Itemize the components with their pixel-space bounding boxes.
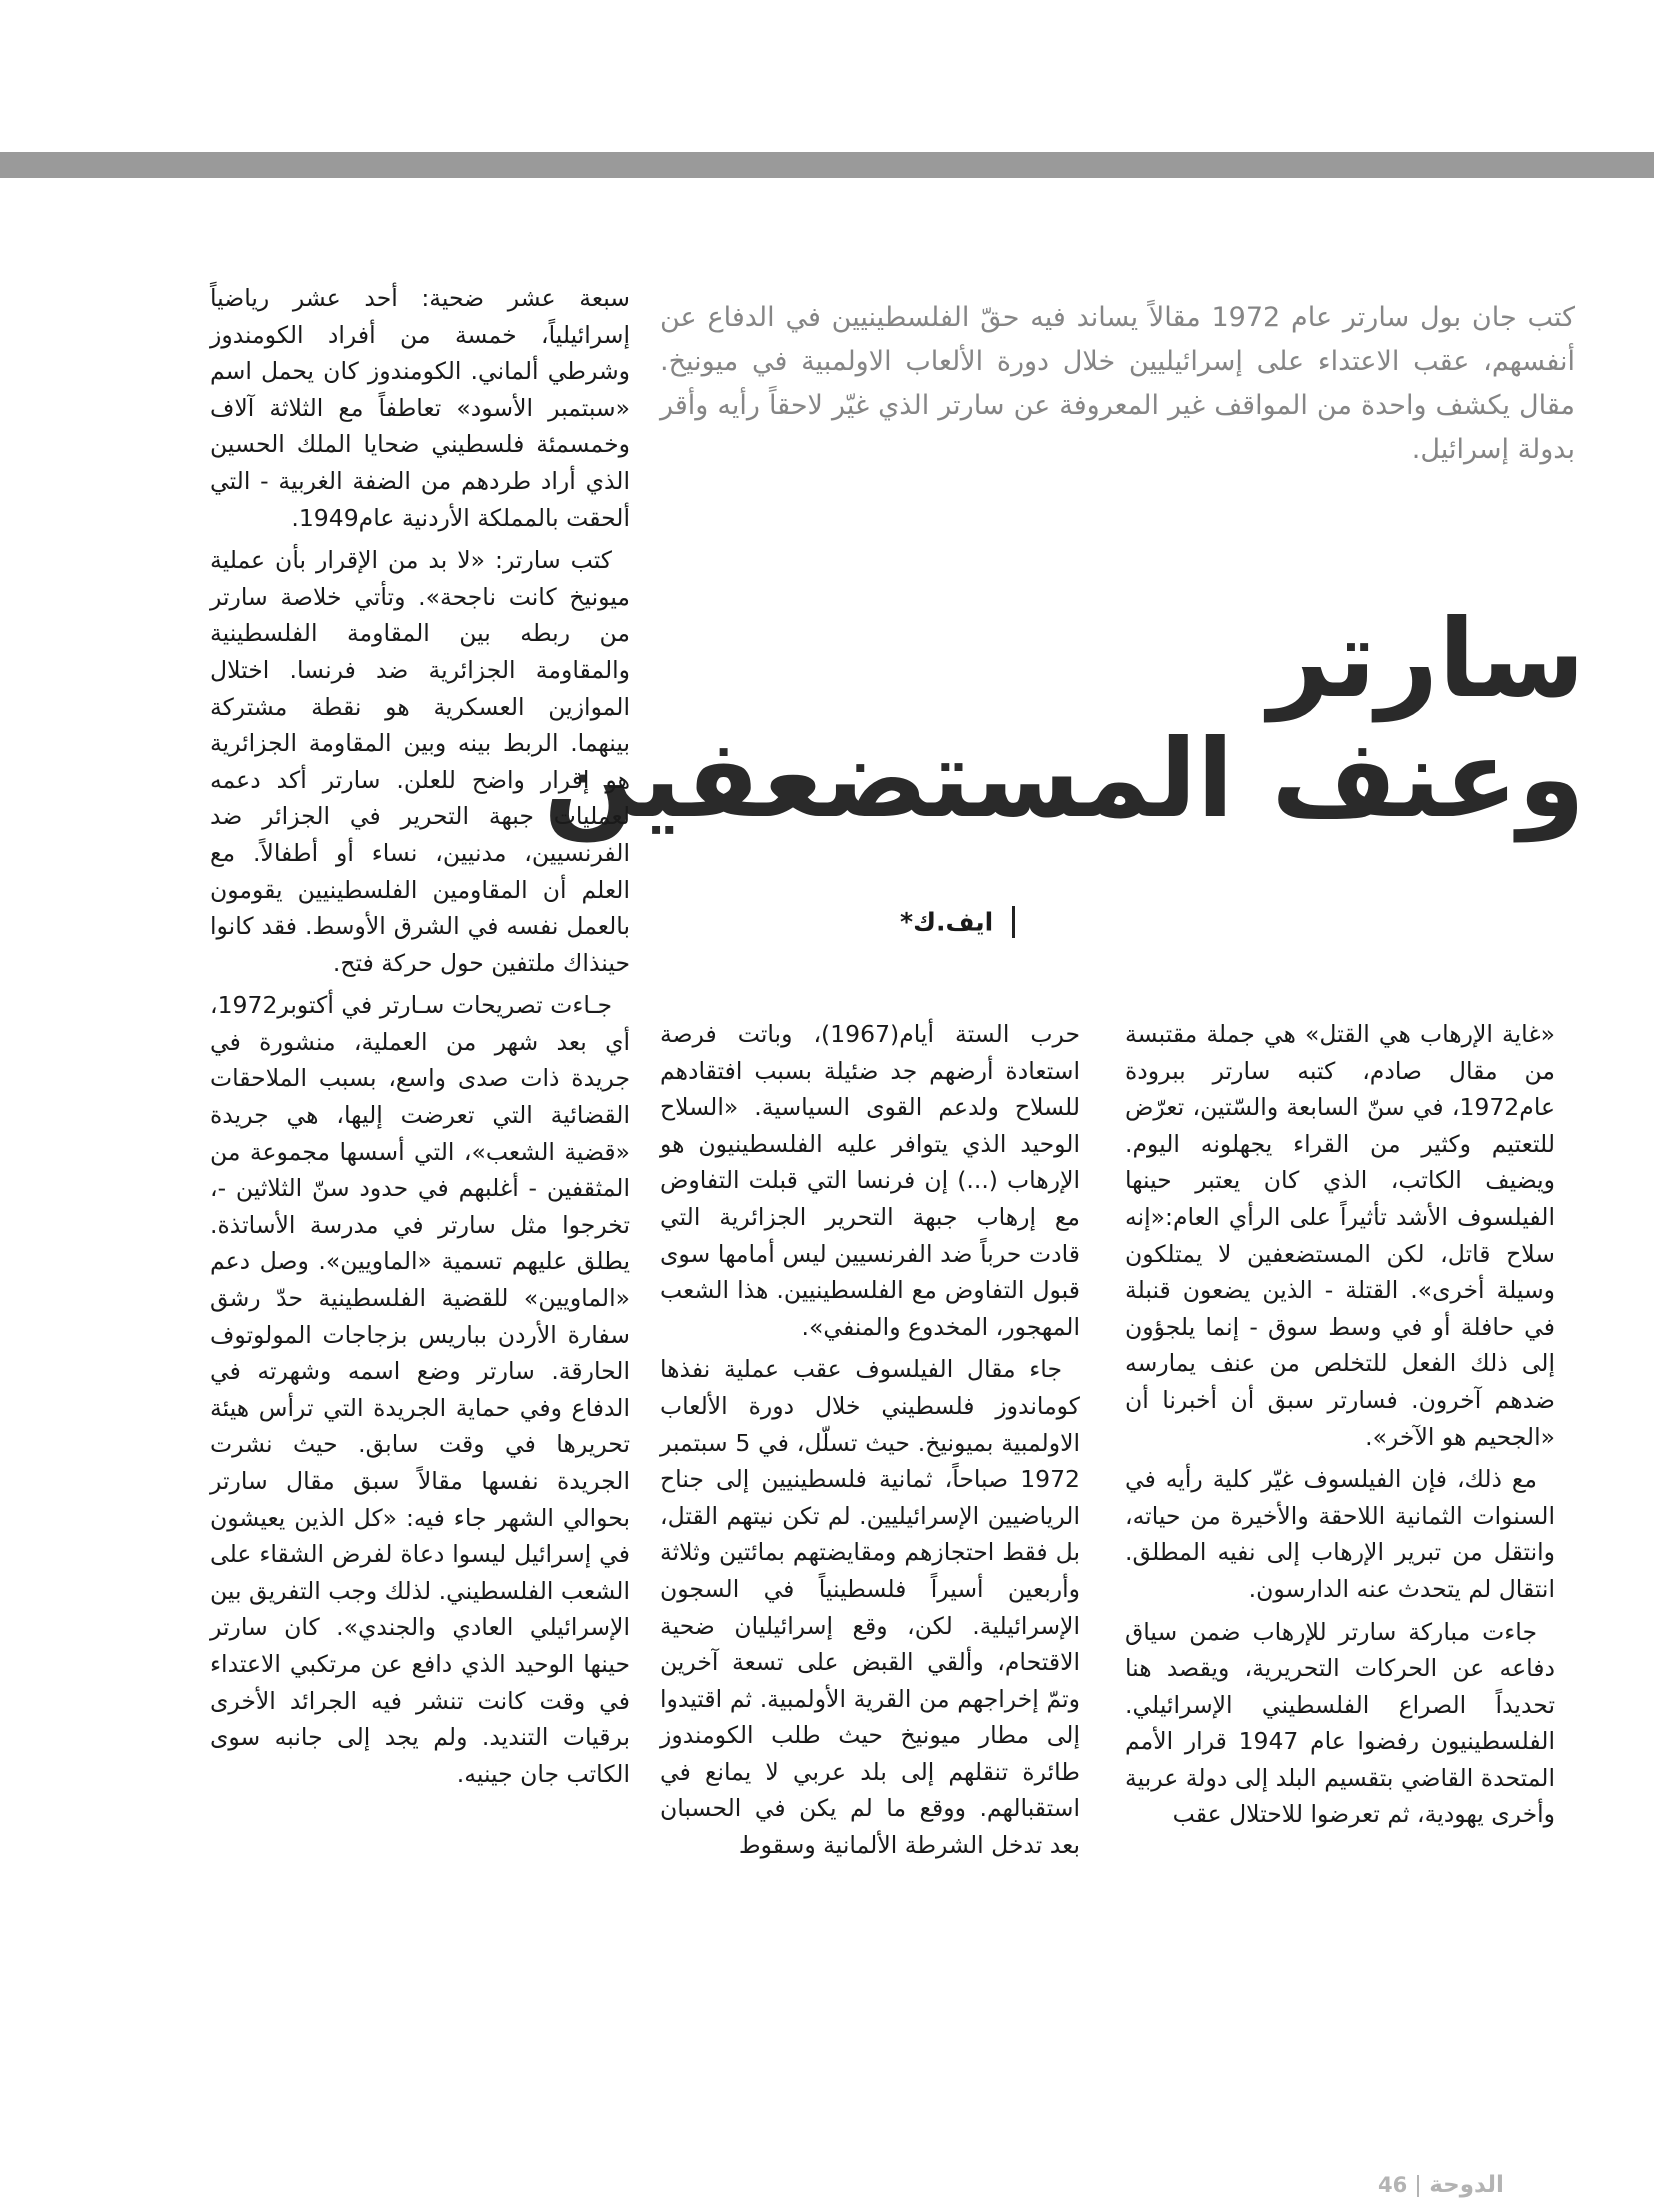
- title-line-1: سارتر: [1268, 597, 1585, 722]
- page-number: 46: [1378, 2173, 1408, 2197]
- paragraph: جـاءت تصريحات سـارتر في أكتوبر1972، أي بعد شهر من العملية، منشورة في جريدة ذات صدى واسع، بسبب الملاحقات القضائية التي تعرضت إليها، هي جريدة «قضية الشعب»، التي أسسها مجموعة من المثقفين - أغلبهم في حدود سنّ الثلاثين -، تخرجوا مثل سارتر في مدرسة الأساتذة. يطلق عليهم تسمية «الماويين». وصل دعم «الماويين» للقضية الفلسطينية حدّ رشق سفارة الأردن بباريس بزجاجات المولوتوف الحارقة. سارتر وضع اسمه وشهرته في الدفاع وفي حماية الجريدة التي ترأس هيئة تحريرها في وقت سابق. حيث نشرت الجريدة نفسها مقالاً سبق مقال سارتر بحوالي الشهر جاء فيه: «كل الذين يعيشون في إسرائيل ليسوا دعاة لفرض الشقاء على الشعب الفلسطيني. لذلك وجب التفريق بين الإسرائيلي العادي والجندي». كان سارتر حينها الوحيد الذي دافع عن مرتكبي الاعتداء في وقت كانت تنشر فيه الجرائد الأخرى برقيات التنديد. ولم يجد إلى جانبه سوى الكاتب جان جينيه.: [210, 991, 630, 1788]
- article-lead: [660, 296, 1575, 472]
- text-column-right: [1125, 1016, 1555, 1839]
- lead-text: كتب جان بول سارتر عام 1972 مقالاً يساند فيه حقّ الفلسطينيين في الدفاع عن أنفسهم، عقب الاعتداء على إسرائيليين خلال دورة الألعاب الاولمبية في ميونيخ. مقال يكشف واحدة من المواقف غير المعروفة عن سارتر الذي غيّر لاحقاً رأيه وأقر بدولة إسرائيل.: [660, 302, 1575, 465]
- paragraph: جاءت مباركة سارتر للإرهاب ضمن سياق دفاعه عن الحركات التحريرية، ويقصد هنا تحديداً الصراع الفلسطيني الإسرائيلي. الفلسطينيون رفضوا عام 1947 قرار الأمم المتحدة القاضي بتقسيم البلد إلى دولة عربية وأخرى يهودية، ثم تعرضوا للاحتلال عقب: [1125, 1617, 1555, 1829]
- paragraph: مع ذلك، فإن الفيلسوف غيّر كلية رأيه في السنوات الثمانية اللاحقة والأخيرة من حياته، وانتقل من تبرير الإرهاب إلى نفيه المطلق. انتقال لم يتحدث عنه الدارسون.: [1125, 1465, 1555, 1603]
- magazine-name: الدوحة: [1429, 2172, 1504, 2198]
- paragraph: «غاية الإرهاب هي القتل» هي جملة مقتبسة من مقال صادم، كتبه سارتر ببرودة عام1972، في سنّ السابعة والسّتين، تعرّض للتعتيم وكثير من القراء يجهلونه اليوم. ويضيف الكاتب، الذي كان يعتبر حينها الفيلسوف الأشد تأثيراً على الرأي العام:«إنه سلاح قاتل، لكن المستضعفين لا يمتلكون وسيلة أخرى». القتلة - الذين يضعون قنبلة في حافلة أو في وسط سوق - إنما يلجؤون إلى ذلك الفعل للتخلص من عنف يمارسه ضدهم آخرون. فسارتر سبق أن أخبرنا أن «الجحيم هو الآخر».: [1125, 1020, 1555, 1451]
- paragraph: سبعة عشر ضحية: أحد عشر رياضياً إسرائيلياً، خمسة من أفراد الكومندوز وشرطي ألماني. الكومندوز كان يحمل اسم «سبتمبر الأسود» تعاطفاً مع الثلاثة آلاف وخمسمئة فلسطيني ضحايا الملك الحسين الذي أراد طردهم من الضفة الغربية - التي ألحقت بالمملكة الأردنية عام1949.: [210, 284, 630, 532]
- paragraph: كتب سارتر: «لا بد من الإقرار بأن عملية ميونيخ كانت ناجحة». وتأتي خلاصة سارتر من ربطه بين المقاومة الفلسطينية والمقاومة الجزائرية ضد فرنسا. اختلال الموازين العسكرية هو نقطة مشتركة بينهما. الربط بينه وبين المقاومة الجزائرية هو إقرار واضح للعلن. سارتر أكد دعمه لعمليات جبهة التحرير في الجزائر ضد الفرنسيين، مدنيين، نساء أو أطفالاً. مع العلم أن المقاومين الفلسطينيين يقومون بالعمل نفسه في الشرق الأوسط. فقد كانوا حينذاك ملتفين حول حركة فتح.: [210, 546, 630, 977]
- text-column-left: [210, 280, 630, 1798]
- text-column-middle: [660, 1016, 1080, 1870]
- footer-divider: [1417, 2175, 1419, 2197]
- top-divider-bar: [0, 152, 1654, 178]
- paragraph: جاء مقال الفيلسوف عقب عملية نفذها كوماندوز فلسطيني خلال دورة الألعاب الاولمبية بميونيخ. حيث تسلّل، في 5 سبتمبر 1972 صباحاً، ثمانية فلسطينيين إلى جناح الرياضيين الإسرائيليين. لم تكن نيتهم القتل، بل فقط احتجازهم ومقايضتهم بمائتين وثلاثة وأربعين أسيراً فلسطينياً في السجون الإسرائيلية. لكن، وقع إسرائيليان ضحية الاقتحام، وألقي القبض على تسعة آخرين وتمّ إخراجهم من القرية الأولمبية. ثم اقتيدوا إلى مطار ميونيخ حيث طلب الكومندوز طائرة تنقلهم إلى بلد عربي لا يمانع في استقبالهم. ووقع ما لم يكن في الحسبان بعد تدخل الشرطة الألمانية وسقوط: [660, 1355, 1080, 1860]
- article-title: [543, 597, 1585, 842]
- title-line-2: وعنف المستضعفين: [543, 717, 1585, 842]
- page-footer: [1378, 2172, 1588, 2200]
- byline-divider: [1012, 906, 1015, 938]
- paragraph: حرب الستة أيام(1967)، وباتت فرصة استعادة أرضهم جد ضئيلة بسبب افتقادهم للسلاح ولدعم القوى السياسية. «السلاح الوحيد الذي يتوافر عليه الفلسطينيون هو الإرهاب (...) إن فرنسا التي قبلت التفاوض مع إرهاب جبهة التحرير الجزائرية التي قادت حرباً ضد الفرنسيين ليس أمامها سوى قبول التفاوض مع الفلسطينيين. هذا الشعب المهجور، المخدوع والمنفي».: [660, 1020, 1080, 1341]
- byline: [900, 906, 1190, 946]
- author-name: ايف.ك*: [900, 907, 994, 937]
